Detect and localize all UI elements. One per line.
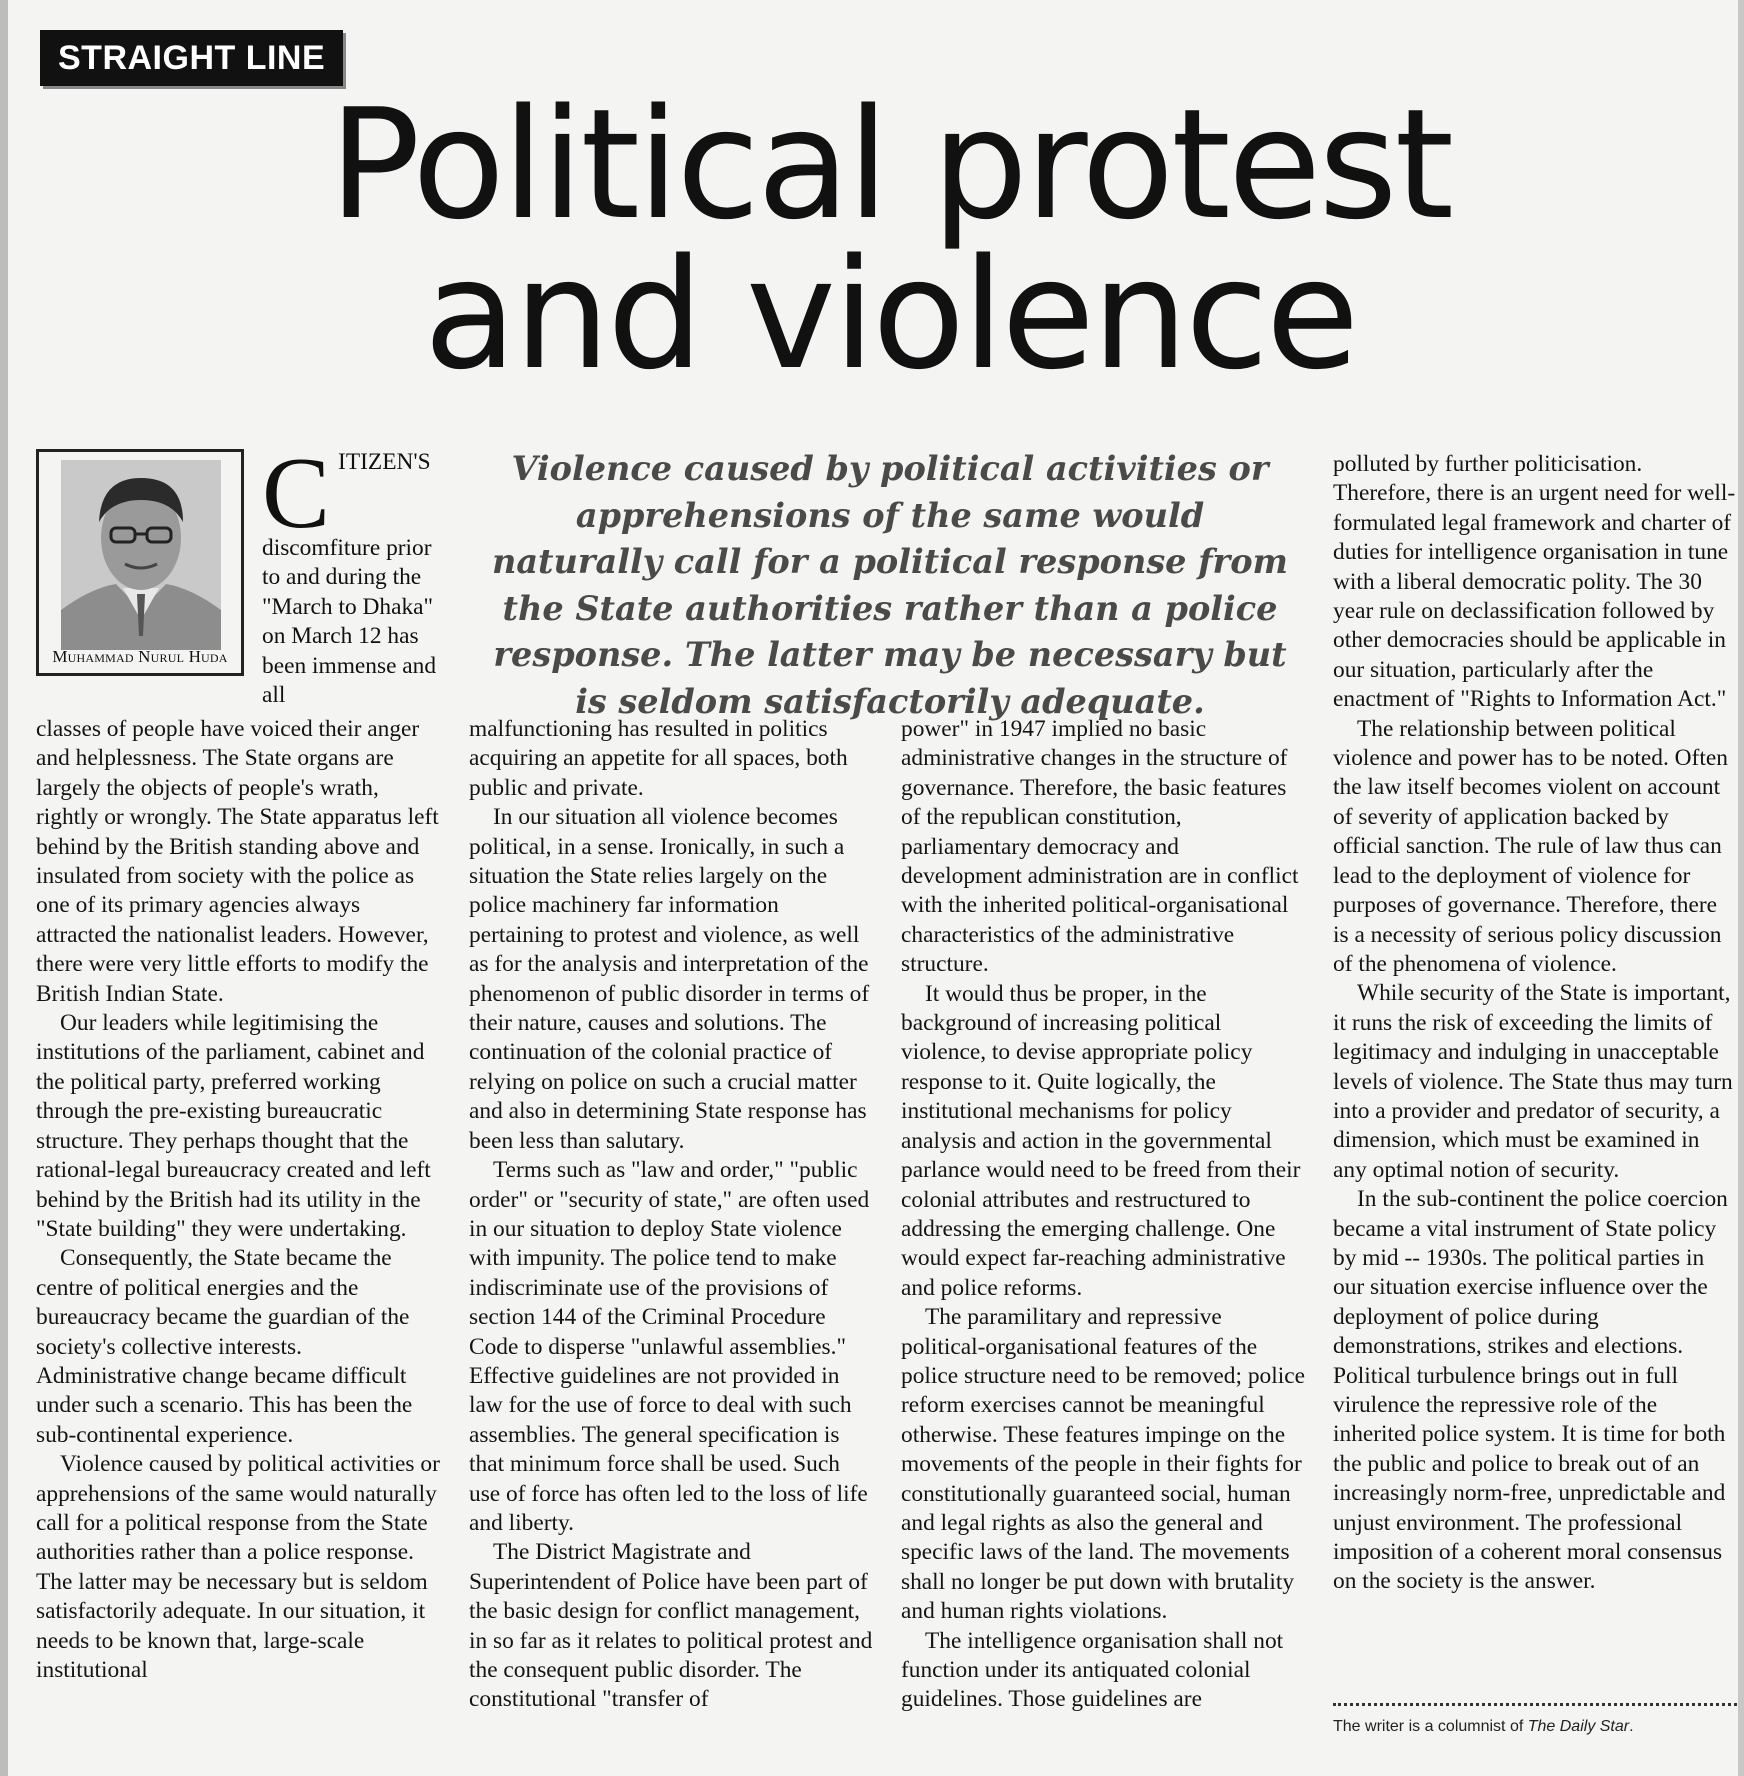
article-intro [262,437,452,710]
paragraph: While security of the State is important, it runs the risk of exceeding the limits of legitimacy and indulging in unacceptable levels of violence. The State thus may turn into a provider and predator of security, a dimension, which must be examined in any optimal notion of security. [1333,980,1733,1183]
paragraph: malfunctioning has resulted in politics acquiring an appetite for all spaces, both public and private. [469,716,848,801]
page-left-edge [0,0,8,1776]
paragraph: classes of people have voiced their anger and helplessness. The State organs are largely the objects of people's wrath, rightly or wrongly. The State apparatus left behind by the British standing above and insulated from society with the police as one of its primary agencies always attracted the nationalist leaders. However, there were very little efforts to modify the British Indian State. [36,716,439,1007]
paragraph: In our situation all violence becomes political, in a sense. Ironically, in such a situation the State relies largely on the police machinery far information pertaining to protest and violence, as well as for the analysis and interpretation of the phenomenon of public disorder in terms of their nature, causes and solutions. The continuation of the colonial practice of relying on police on such a crucial matter and also in determining State response has been less than salutary. [469,804,870,1154]
author-photo [61,460,221,650]
paragraph: power" in 1947 implied no basic administrative changes in the structure of governance. Therefore, the basic features of the republican constitution, parliamentary democracy and development administration are in conflict with the inherited political-organisational characteristics of the administrative structure. [901,716,1299,978]
paragraph: In the sub-continent the police coercion became a vital instrument of State policy by mid -- 1930s. The political parties in our situation exercise influence over the deployment of police during demonstrations, strikes and elections. Political turbulence brings out in full virulence the repressive role of the inherited police system. It is time for both the public and police to break out of an increasingly norm-free, unpredictable and unjust environment. The professional imposition of a coherent moral consensus on the society is the answer. [1333,1186,1728,1595]
headline-line-1: Political protest [328,76,1452,253]
intro-text: ITIZEN'S discomfiture prior to and during the "March to Dhaka" on March 12 has been immense and all [262,449,437,709]
article-column-1 [36,715,440,1685]
article-column-4 [1333,450,1737,1597]
publication-name: The Daily Star [1527,1718,1630,1735]
pull-quote: Violence caused by political activities or apprehensions of the same would naturally call for a political response from the State authorities rather than a police response. The latter may be necessary but is seldom satisfactorily adequate. [491,449,1289,721]
page-right-edge [1738,0,1744,1776]
article-column-3 [901,715,1305,1715]
paragraph: Violence caused by political activities or apprehensions of the same would naturally call for a political response from the State authorities rather than a police response. The latter may be necessary but is seldom satisfactorily adequate. In our situation, it needs to be known that, large-scale institutional [36,1451,440,1683]
author-note-suffix: . [1629,1718,1634,1735]
author-note-prefix: The writer is a columnist of [1333,1718,1528,1735]
headline-line-2: and violence [423,226,1357,403]
section-label: STRAIGHT LINE [40,30,343,86]
drop-cap: C [262,437,331,550]
paragraph: It would thus be proper, in the background of increasing political violence, to devise appropriate policy response to it. Quite logically, the institutional mechanisms for policy analysis and action in the governmental parlance would need to be freed from their colonial attributes and restructured to addressing the emerging challenge. One would expect far-reaching administrative and police reforms. [901,980,1301,1301]
paragraph: Our leaders while legitimising the institutions of the parliament, cabinet and the political party, preferred working through the pre-existing bureaucratic structure. They perhaps thought that the rational-legal bureaucracy created and left behind by the British had its utility in the "State building" they were undertaking. [36,1010,431,1242]
footer-divider [1333,1703,1737,1706]
paragraph: The District Magistrate and Superintendent of Police have been part of the basic design for conflict management, in so far as it relates to political protest and the consequent public disorder. The constitutional "transfer of [469,1539,873,1713]
author-byline-box [36,449,244,676]
author-note [1333,1718,1737,1736]
author-name: Muhammad Nurul Huda [52,647,228,666]
paragraph: Consequently, the State became the centre of political energies and the bureaucracy became the guardian of the society's collective interests. Administrative change became difficult under such a scenario. This has been the sub-continental experience. [36,1245,413,1448]
headline [180,76,1600,403]
paragraph: Terms such as "law and order," "public order" or "security of state," are often used in our situation to deploy State violence with impunity. The police tend to make indiscriminate use of the provisions of section 144 of the Criminal Procedure Code to disperse "unlawful assemblies." Effective guidelines are not provided in law for the use of force to deal with such assemblies. The general specification is that minimum force shall be used. Such use of force has often led to the loss of life and liberty. [469,1157,870,1536]
paragraph: The paramilitary and repressive political-organisational features of the police structure need to be removed; police reform exercises cannot be meaningful otherwise. These features impinge on the movements of the people in their fights for constitutionally guaranteed social, human and legal rights as also the general and specific laws of the land. The movements shall no longer be put down with brutality and human rights violations. [901,1304,1305,1625]
article-column-2 [469,715,873,1715]
paragraph: The intelligence organisation shall not function under its antiquated colonial guidelines. Those guidelines are [901,1627,1284,1713]
paragraph: The relationship between political violence and power has to be noted. Often the law itself becomes violent on account of severity of application backed by official sanction. The rule of law thus can lead to the deployment of violence for purposes of governance. Therefore, there is a necessity of serious policy discussion of the phenomena of violence. [1333,715,1728,977]
paragraph: polluted by further politicisation. Therefore, there is an urgent need for well-formulated legal framework and charter of duties for intelligence organisation in tune with a liberal democratic polity. The 30 year rule on declassification followed by other democracies should be applicable in our situation, particularly after the enactment of "Rights to Information Act." [1333,451,1736,713]
